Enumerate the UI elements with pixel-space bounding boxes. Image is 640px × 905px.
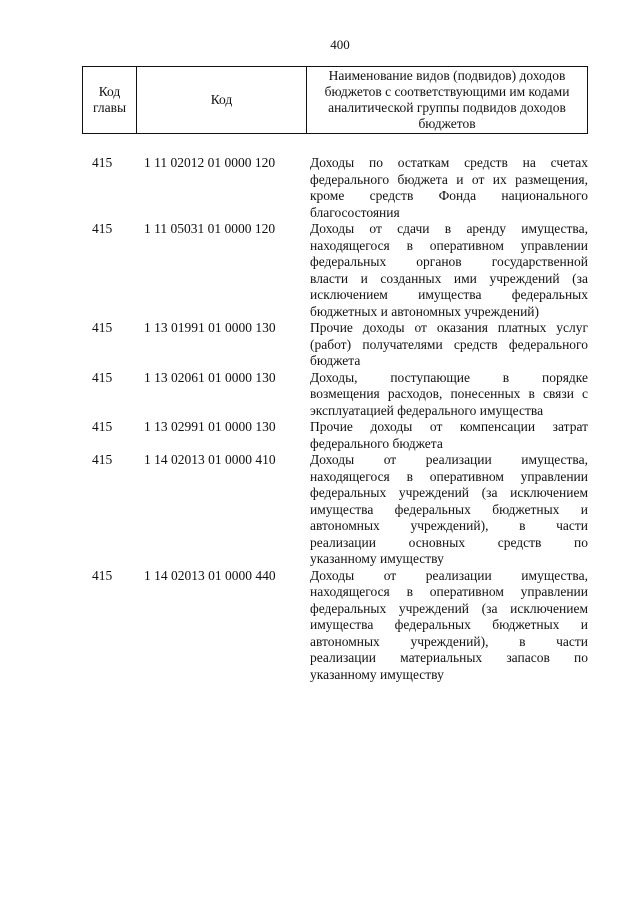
cell-name-line: указанному имуществу [310,551,444,566]
header-name [307,67,587,133]
cell-name-line: бюджета [310,353,361,368]
header-name-line: бюджетов с соответствующими им кодами [324,84,570,99]
cell-name-line: указанному имуществу [310,666,444,682]
cell-name-line: автономных учреждений), в части [310,518,588,533]
cell-name-line: имущества федеральных бюджетных и [310,617,588,632]
cell-code-chapter: 415 [92,221,113,236]
table-row [82,155,588,221]
table-row [82,419,588,452]
cell-name-line: (работ) получателями средств федерального [310,336,588,352]
cell-name [310,568,588,684]
cell-name-line: Доходы от сдачи в аренду имущества, [310,221,588,236]
cell-name-line: эксплуатацией федерального имущества [310,402,544,418]
cell-code: 1 13 02061 01 0000 130 [144,369,276,385]
cell-name-line: федеральных учреждений (за исключением [310,485,588,500]
cell-code-chapter: 415 [92,155,113,170]
cell-name-line: благосостояния [310,204,400,220]
cell-code-chapter: 415 [92,369,113,385]
cell-name [310,320,588,370]
cell-code: 1 11 05031 01 0000 120 [144,221,276,236]
cell-name-line: автономных учреждений), в части [310,633,588,649]
table-row [82,370,588,420]
cell-name-line: Доходы от реализации имущества, [310,452,588,467]
cell-name-line: Прочие доходы от компенсации затрат [310,419,588,434]
cell-name-line: реализации материальных запасов по [310,650,588,665]
cell-name [310,221,588,320]
cell-name-line: федеральных органов государственной [310,254,588,269]
cell-code: 1 13 01991 01 0000 130 [144,320,276,335]
header-name-line: бюджетов [418,116,476,131]
table-row [82,320,588,370]
cell-name-line: Доходы, поступающие в порядке [310,369,588,385]
cell-code-chapter: 415 [92,567,113,583]
cell-name-line: находящегося в оперативном управлении [310,237,588,253]
cell-name-line: федерального бюджета [310,435,443,451]
cell-name-line: Прочие доходы от оказания платных услуг [310,320,588,335]
cell-name [310,419,588,452]
header-code: Код [137,67,307,133]
table-header [82,66,588,134]
header-code-chapter: Код главы [83,67,137,133]
cell-code-chapter: 415 [92,419,113,434]
table-row [82,452,588,568]
cell-name-line: власти и созданных ими учреждений (за [310,270,588,286]
cell-name [310,452,588,568]
header-name-lines [325,68,570,132]
cell-name-line: федерального бюджета и от их размещения, [310,171,588,187]
cell-name-line: исключением имущества федеральных [310,287,588,302]
cell-name-line: находящегося в оперативном управлении [310,584,588,599]
cell-name-line: Доходы от реализации имущества, [310,567,588,583]
cell-name-line: реализации основных средств по [310,534,588,550]
cell-code: 1 14 02013 01 0000 440 [144,567,276,583]
table-row [82,221,588,320]
cell-name-line: находящегося в оперативном управлении [310,468,588,484]
cell-name-line: имущества федеральных бюджетных и [310,501,588,517]
table-body [82,155,588,683]
cell-name-line: возмещения расходов, понесенных в связи с [310,386,588,401]
cell-name-line: Доходы по остаткам средств на счетах [310,155,588,170]
cell-code: 1 11 02012 01 0000 120 [144,155,276,170]
table-row [82,568,588,684]
cell-name [310,155,588,221]
cell-name-line: бюджетных и автономных учреждений) [310,303,540,319]
cell-name-line: кроме средств Фонда национального [310,188,588,203]
cell-name-line: федеральных учреждений (за исключением [310,600,588,616]
cell-name [310,370,588,420]
header-name-line: аналитической группы подвидов доходов [328,100,566,115]
header-name-line: Наименование видов (подвидов) доходов [328,68,566,83]
page-number: 400 [330,37,350,52]
cell-code: 1 14 02013 01 0000 410 [144,452,276,467]
cell-code: 1 13 02991 01 0000 130 [144,419,276,434]
cell-code-chapter: 415 [92,452,113,467]
cell-code-chapter: 415 [92,320,113,335]
